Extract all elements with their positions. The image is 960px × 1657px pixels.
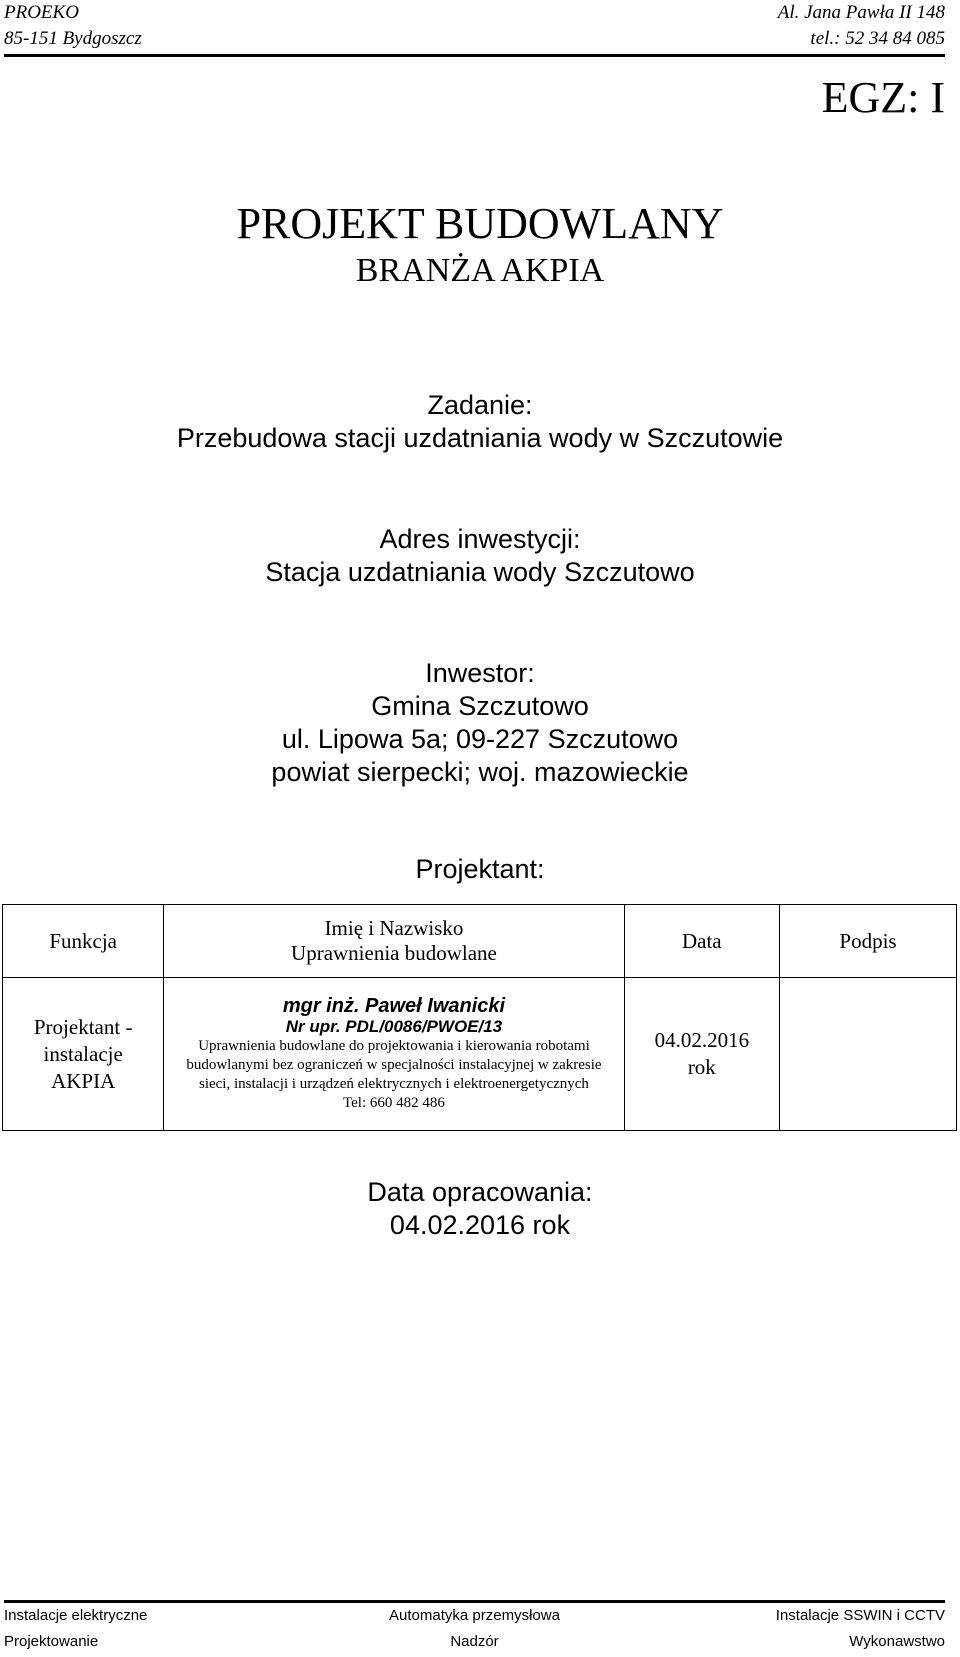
prepared-date: 04.02.2016 rok xyxy=(389,1210,571,1240)
col-name-header-line1: Imię i Nazwisko xyxy=(324,916,464,940)
investor-region: powiat sierpecki; woj. mazowieckie xyxy=(271,757,689,787)
footer-security: Instalacje SSWIN i CCTV xyxy=(775,1607,945,1624)
task-value: Przebudowa stacji uzdatniania wody w Szczutowie xyxy=(176,423,784,453)
col-date-header: Data xyxy=(624,905,779,978)
designer-table xyxy=(2,904,957,1131)
col-name-header xyxy=(164,905,624,978)
col-name-header-line2: Uprawnienia budowlane xyxy=(291,941,497,965)
footer-divider xyxy=(4,1600,945,1603)
document-branch: BRANŻA AKPIA xyxy=(355,252,605,289)
footer-electrical: Instalacje elektryczne xyxy=(4,1607,148,1624)
prepared-section xyxy=(0,1176,960,1242)
table-row xyxy=(3,978,957,1131)
designer-function-line2: instalacje xyxy=(43,1041,123,1066)
address-label: Adres inwestycji: xyxy=(379,524,581,554)
designer-heading: Projektant: xyxy=(415,854,545,884)
designer-permit-number: Nr upr. PDL/0086/PWOE/13 xyxy=(285,1017,503,1036)
designer-function-line3: AKPIA xyxy=(51,1068,116,1093)
designer-function xyxy=(3,978,164,1131)
address-section xyxy=(0,523,960,589)
copy-label: EGZ: I xyxy=(821,73,945,122)
designer-signature xyxy=(780,978,957,1131)
footer-design: Projektowanie xyxy=(4,1633,99,1650)
header-divider xyxy=(4,54,945,57)
investor-name: Gmina Szczutowo xyxy=(371,691,589,721)
investor-label: Inwestor: xyxy=(425,658,535,688)
investor-street: ul. Lipowa 5a; 09-227 Szczutowo xyxy=(281,724,679,754)
footer-supervision: Nadzór xyxy=(450,1633,499,1650)
designer-function-line1: Projektant - xyxy=(33,1014,133,1039)
task-section xyxy=(0,389,960,455)
task-label: Zadanie: xyxy=(427,390,533,420)
investor-section xyxy=(0,657,960,789)
footer-automation: Automatyka przemysłowa xyxy=(389,1607,560,1624)
designer-date xyxy=(624,978,779,1131)
table-header-row xyxy=(3,905,957,978)
document-title: PROJEKT BUDOWLANY xyxy=(236,199,724,248)
designer-date-line1: 04.02.2016 xyxy=(654,1028,750,1052)
designer-phone: Tel: 660 482 486 xyxy=(343,1095,445,1111)
footer-execution: Wykonawstwo xyxy=(849,1633,945,1650)
company-contact xyxy=(778,0,945,52)
company-block xyxy=(4,0,142,52)
company-phone: tel.: 52 34 84 085 xyxy=(810,28,945,49)
designer-permit-description: Uprawnienia budowlane do projektowania i kierowania robotami budowlanymi bez ograniczeń w specjalności instalacyjnej w zakresie sieci, instalacji i urządzeń elektrycznych i elektroenergetycznych xyxy=(186,1038,602,1092)
col-function-header: Funkcja xyxy=(3,905,164,978)
col-signature-header: Podpis xyxy=(780,905,957,978)
designer-details xyxy=(164,978,624,1131)
company-name: PROEKO xyxy=(4,2,79,23)
company-street: Al. Jana Pawła II 148 xyxy=(777,2,945,23)
address-value: Stacja uzdatniania wody Szczutowo xyxy=(265,557,695,587)
designer-date-line2: rok xyxy=(687,1055,716,1079)
company-city: 85-151 Bydgoszcz xyxy=(4,28,142,49)
prepared-label: Data opracowania: xyxy=(367,1177,593,1207)
designer-name: mgr inż. Paweł Iwanicki xyxy=(282,995,506,1017)
